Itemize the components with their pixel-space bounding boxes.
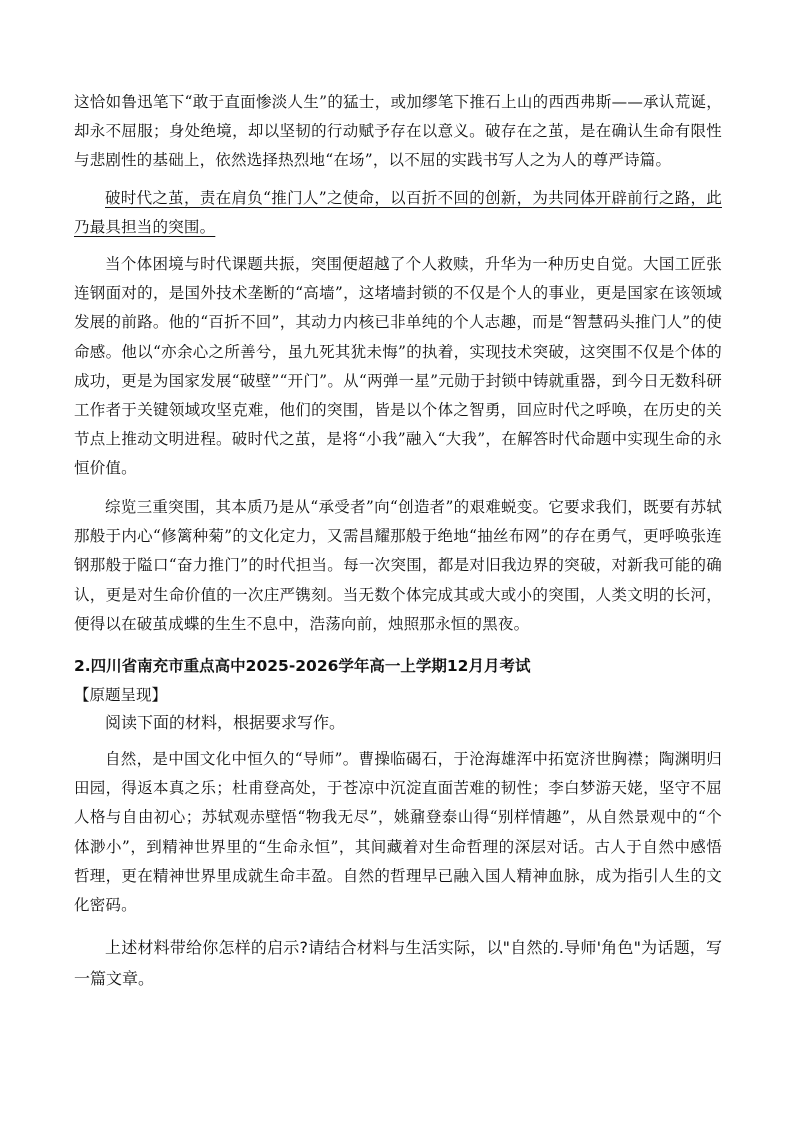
essay-paragraph-3-text: 当个体困境与时代课题共振，突围便超越了个人救赎，升华为一种历史自觉。大国工匠张连钢面对的，是国外技术垄断的“高墙”，这堵墙封锁的不仅是个人的事业，更是国家在该领域发展的前路。他的“百折不回”，其动力内核已非单纯的个人志趣，而是“智慧码头推门人”的使命感。他以“亦余心之所善兮，虽九死其犹未悔”的执着，实现技术突破，这突围不仅是个体的成功，更是为国家发展“破壁”“开门”。从“两弹一星”元勋于封锁中铸就重器，到今日无数科研工作者于关键领域攻坚克难，他们的突围，皆是以个体之智勇，回应时代之呼唤，在历史的关节点上推动文明进程。破时代之茧，是将“小我”融入“大我”，在解答时代命题中实现生命的永恒价值。: [74, 255, 722, 478]
essay-paragraph-2: [74, 184, 722, 242]
essay-paragraph-3: [74, 250, 722, 484]
problem-tag-text: 【原题呈现】: [74, 686, 168, 704]
problem-instruction-text: 阅读下面的材料，根据要求写作。: [105, 713, 346, 732]
problem-material: [74, 745, 722, 920]
problem-prompt: [74, 932, 722, 994]
essay-paragraph-4-text: 综览三重突围，其本质乃是从“承受者”向“创造者”的艰难蜕变。它要求我们，既要有苏轼那般于内心“修篱种菊”的文化定力，又需昌耀那般于绝地“抽丝布网”的存在勇气，更呼唤张连钢那般于隘口“奋力推门”的时代担当。每一次突围，都是对旧我边界的突破，对新我可能的确认，更是对生命价值的一次庄严镌刻。当无数个体完成其或大或小的突围，人类文明的长河，便得以在破茧成蝶的生生不息中，浩荡向前，烛照那永恒的黑夜。: [74, 498, 722, 633]
essay-paragraph-1-text: 这恰如鲁迅笔下“敢于直面惨淡人生”的猛士，或加缪笔下推石上山的西西弗斯——承认荒诞，却永不屈服；身处绝境，却以坚韧的行动赋予存在以意义。破存在之茧，是在确认生命有限性与悲剧性的基础上，依然选择热烈地“在场”，以不屈的实践书写人之为人的尊严诗篇。: [74, 93, 722, 170]
problem-heading-text: 2.四川省南充市重点高中2025-2026学年高一上学期12月月考试: [74, 657, 531, 675]
essay-paragraph-1: [74, 88, 722, 176]
problem-material-text: 自然，是中国文化中恒久的“导师”。曹操临碣石，于沧海雄浑中拓宽济世胸襟；陶渊明归田园，得返本真之乐；杜甫登高处，于苍凉中沉淀直面苦难的韧性；李白梦游天姥，坚守不屈人格与自由初心；苏轼观赤壁悟“物我无尽”，姚鼐登泰山得“别样情趣”，从自然景观中的“个体渺小”，到精神世界里的“生命永恒”，其间藏着对生命哲理的深层对话。古人于自然中感悟哲理，更在精神世界里成就生命丰盈。自然的哲理早已融入国人精神血脉，成为指引人生的文化密码。: [74, 750, 722, 915]
essay-paragraph-2-text: 破时代之茧，责在肩负“推门人”之使命，以百折不回的创新，为共同体开辟前行之路，此乃最具担当的突围。: [74, 189, 722, 237]
problem-heading: [74, 654, 722, 678]
essay-paragraph-4: [74, 493, 722, 639]
problem-prompt-text: 上述材料带给你怎样的启示?请结合材料与生活实际，以"自然的.导师'角色"为话题，写一篇文章。: [74, 938, 722, 988]
problem-tag: [74, 683, 722, 707]
problem-instruction: [74, 707, 722, 738]
